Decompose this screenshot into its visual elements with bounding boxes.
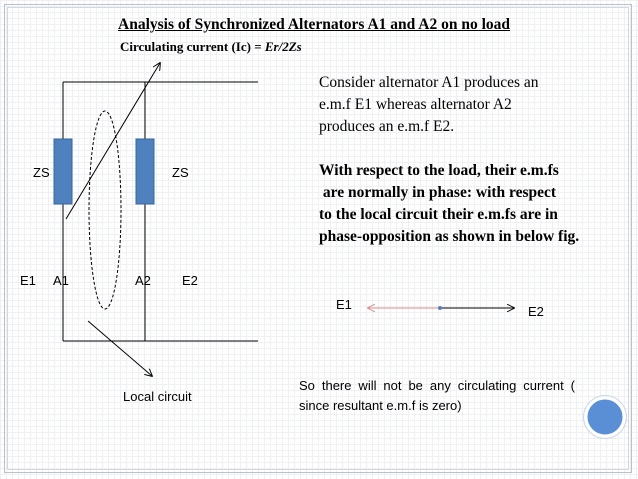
phase-relation-line: With respect to the load, their e.m.fs [319, 162, 559, 179]
local-circuit-arrow [88, 321, 152, 376]
circulating-current-loop [89, 111, 121, 309]
zs-left-impedance [54, 139, 72, 204]
decorative-circle [586, 398, 624, 436]
slide-title: Analysis of Synchronized Alternators A1 and A2 on no load [118, 16, 511, 33]
phasor-e2-label: E2 [528, 304, 544, 319]
formula-expression: Er/2Zs [264, 39, 302, 54]
phase-relation-line: to the local circuit their e.m.fs are in [319, 206, 558, 223]
emf-description-line: produces an e.m.f E2. [319, 118, 455, 135]
local-circuit-label: Local circuit [123, 389, 192, 404]
e1-label: E1 [20, 273, 36, 288]
a2-label: A2 [135, 273, 151, 288]
phase-relation-line: phase-opposition as shown in below fig. [319, 228, 580, 245]
phasor-e1-label: E1 [336, 297, 352, 312]
zs-left-label: ZS [33, 165, 50, 180]
a1-label: A1 [53, 273, 69, 288]
zs-right-label: ZS [172, 165, 189, 180]
zs-right-impedance [136, 139, 154, 204]
formula-prefix: Circulating current (Ic) = [120, 39, 265, 54]
emf-description-line: e.m.f E1 whereas alternator A2 [319, 96, 512, 113]
conclusion-text: So there will not be any circulating current ( since resultant e.m.f is zero) [299, 378, 575, 413]
e2-label: E2 [182, 273, 198, 288]
emf-description-line: Consider alternator A1 produces an [319, 74, 539, 91]
phase-relation-line: are normally in phase: with respect [319, 184, 557, 201]
phasor-origin-dot [438, 306, 442, 310]
